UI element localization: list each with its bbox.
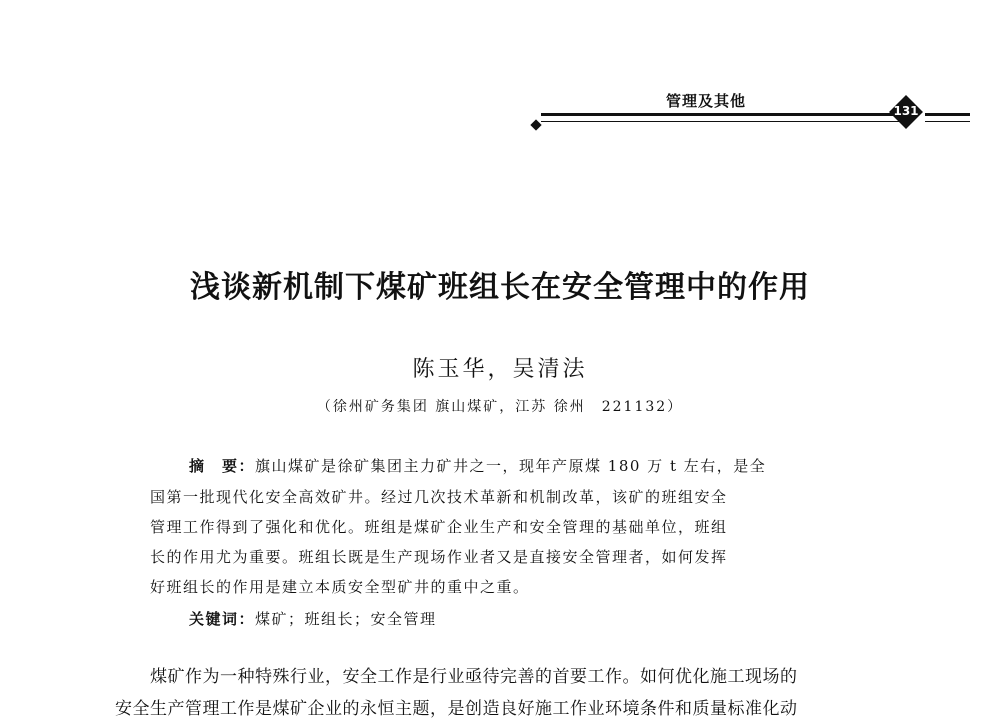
header-rule-extension [925, 113, 970, 116]
affiliation: （徐州矿务集团 旗山煤矿，江苏 徐州 221132） [316, 399, 684, 415]
abstract-line-5: 好班组长的作用是建立本质安全型矿井的重中之重。 [150, 578, 530, 596]
diamond-ornament-icon [530, 119, 541, 130]
body-line-2: 安全生产管理工作是煤矿企业的永恒主题，是创造良好施工作业环境条件和质量标准化动 [115, 699, 798, 719]
keywords-text: 煤矿；班组长；安全管理 [255, 610, 437, 628]
paper-title: 浅谈新机制下煤矿班组长在安全管理中的作用 [190, 270, 810, 305]
body-line-1: 煤矿作为一种特殊行业，安全工作是行业亟待完善的首要工作。如何优化施工现场的 [150, 667, 798, 687]
authors: 陈玉华，吴清法 [412, 357, 588, 382]
abstract-line-3: 管理工作得到了强化和优化。班组是煤矿企业生产和安全管理的基础单位，班组 [150, 518, 728, 536]
abstract-text: 旗山煤矿是徐矿集团主力矿井之一，现年产原煤 180 万 t 左右，是全 [255, 457, 767, 475]
keywords-line [189, 608, 437, 629]
abstract-line-4: 长的作用尤为重要。班组长既是生产现场作业者又是直接安全管理者，如何发挥 [150, 548, 728, 566]
abstract-line-1 [189, 455, 766, 476]
abstract-line-2: 国第一批现代化安全高效矿井。经过几次技术革新和机制改革，该矿的班组安全 [150, 488, 728, 506]
page-number: 131 [893, 104, 919, 118]
abstract-label: 摘 要： [189, 457, 256, 475]
section-header: 管理及其他 [666, 92, 747, 110]
keywords-label: 关键词： [189, 610, 256, 628]
header-rule-extension-thin [925, 121, 970, 122]
header-rule-thin [541, 121, 901, 122]
header-rule-thick [541, 113, 901, 116]
